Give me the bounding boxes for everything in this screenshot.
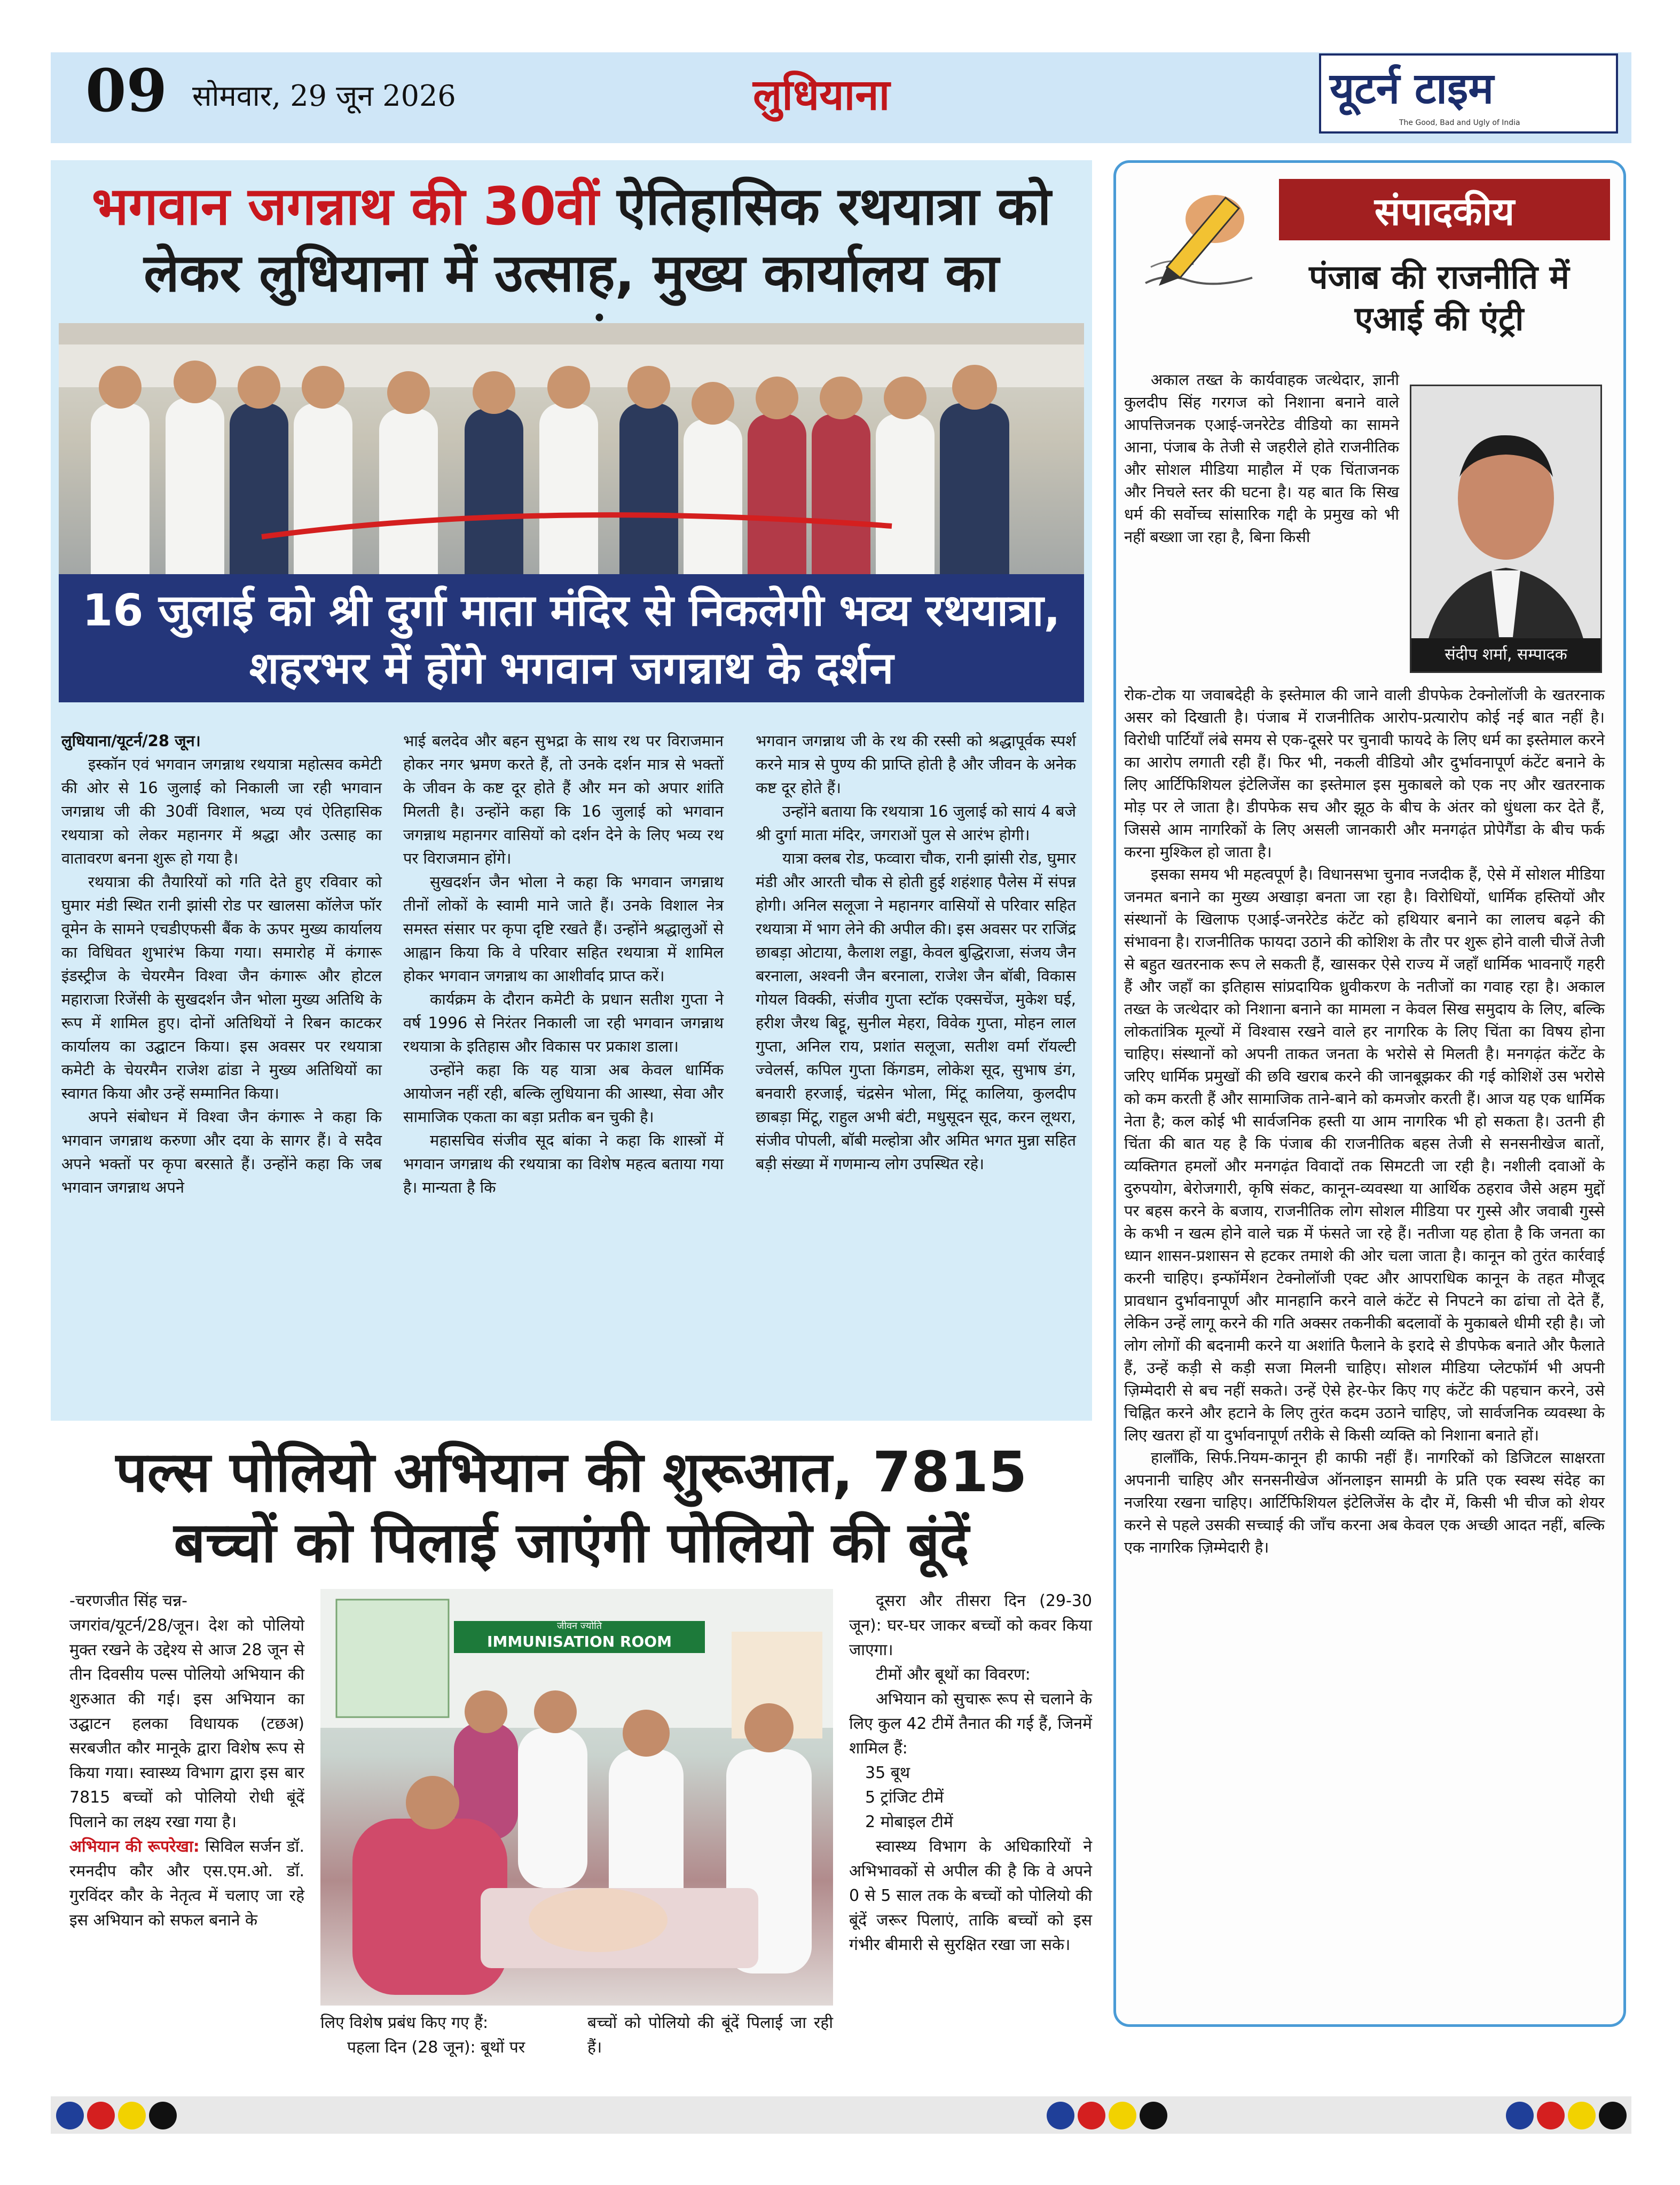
story1-paragraph: भाई बलदेव और बहन सुभद्रा के साथ रथ पर विराजमान होकर नगर भ्रमण करते हैं, तो उनके दर्शन मात्र से भक्तों के जीवन के कष्ट दूर होते हैं और मन को अपार शांति मिलती है। उन्होंने कहा कि 16 जुलाई को भगवान जगन्नाथ महानगर वासियों को दर्शन देने के लिए भव्य रथ पर विराजमान होंगे। [403,732,724,867]
photo-caption-line-1: 16 जुलाई को श्री दुर्गा माता मंदिर से निकलेगी भव्य रथयात्रा, [82,585,1061,636]
section-city: लुधियाना [753,70,890,120]
editorial-body [1124,684,1605,1559]
editorial-title-line-1: पंजाब की राजनीति में [1309,257,1569,296]
headline-part-1: ऐतिहासिक रथयात्रा को [599,176,1051,237]
portrait-caption: संदीप शर्मा, सम्पादक [1445,645,1567,664]
logo-tagline: The Good, Bad and Ugly of India [1399,119,1520,127]
story1-paragraph: रथयात्रा की तैयारियों को गति देते हुए रविवार को घुमार मंडी स्थित रानी झांसी रोड पर खालसा कॉलेज फॉर वूमेन के सामने एचडीएफसी बैंक के ऊपर मुख्य कार्यालय का विधिवत शुभारंभ किया गया। समारोह में कंगारू इंडस्ट्रीज के चेयरमैन विश्वा जैन कंगारू और होटल महाराजा रिजेंसी के सुखदर्शन जैन भोला मुख्य अतिथि के रूप में शामिल हुए। दोनों अतिथियों ने रिबन काटकर कार्यालय का उद्घाटन किया। इस अवसर पर रथयात्रा कमेटी के चेयरमैन राजेश ढांडा ने मुख्य अतिथियों का स्वागत किया और उन्हें सम्मानित किया। [61,873,382,1102]
story2-text: स्वास्थ्य विभाग के अधिकारियों ने अभिभावकों से अपील की है कि वे अपने 0 से 5 साल तक के बच्चों को पोलियो की बूंदें जरूर पिलाएं, ताकि बच्चों को इस गंभीर बीमारी से सुरक्षित रखा जा सके। [849,1837,1092,1954]
story1-paragraph: सुखदर्शन जैन भोला ने कहा कि भगवान जगन्नाथ तीनों लोकों के स्वामी माने जाते हैं। उनके विशाल नेत्र समस्त संसार पर कृपा दृष्टि रखते हैं। उन्होंने श्रद्धालुओं से आह्वान किया कि वे परिवार सहित रथयात्रा में शामिल होकर भगवान जगन्नाथ का आशीर्वाद प्राप्त करें। [403,873,724,985]
story1-paragraph: कार्यक्रम के दौरान कमेटी के प्रधान सतीश गुप्ता ने वर्ष 1996 से निरंतर निकाली जा रही भगवान जगन्नाथ रथयात्रा के इतिहास और विकास पर प्रकाश डाला। [403,990,724,1055]
footer-dot [87,2102,115,2129]
footer-dot [56,2102,84,2129]
story2-text: पहला दिन (28 जून): बूथों पर [347,2038,525,2057]
byline: -चरणजीत सिंह चन्न- [69,1592,187,1610]
editorial-paragraph: अकाल तख्त के कार्यवाहक जत्थेदार, ज्ञानी कुलदीप सिंह गरगज को निशाना बनाने वाले आपत्तिजनक एआई-जनरेटेड वीडियो का सामने आना, पंजाब के तेजी से जहरीले होते राजनीतिक और सोशल मीडिया माहौल में एक चिंताजनक और निचले स्तर की घटना है। यह बात कि सिख धर्म की सर्वोच्च सांसारिक गद्दी के प्रमुख को भी नहीं बख्शा जा रहा है, बिना किसी [1124,371,1399,546]
outline-text: सिविल सर्जन डॉ. रमनदीप कौर और एस.एम.ओ. डॉ. गुरविंदर कौर के नेतृत्व में चलाए जा रहे इस अभियान को सफल बनाने के [69,1837,304,1930]
story1-paragraph: उन्होंने बताया कि रथयात्रा 16 जुलाई को सायं 4 बजे श्री दुर्गा माता मंदिर, जगराओं पुल से आरंभ होगी। [756,802,1076,844]
footer-bar [51,2096,1631,2134]
footer-dot [1568,2102,1596,2129]
story2-subhead: टीमों और बूथों का विवरण: [876,1665,1031,1684]
list-item: 5 ट्रांजिट टीमें [865,1788,944,1807]
story1-paragraph: इस्कॉन एवं भगवान जगन्नाथ रथयात्रा महोत्सव कमेटी की ओर से 16 जुलाई को निकाली जा रही भगवान जगन्नाथ जी की 30वीं विशाल, भव्य एवं ऐतिहासिक रथयात्रा को लेकर महानगर में श्रद्धा और उत्साह का वातावरण बनना शुरू हो गया है। [61,755,382,867]
editor-portrait [1410,385,1602,673]
photo-illustration [59,323,1084,609]
footer-dot [149,2102,177,2129]
story-polio-headline [64,1437,1079,1578]
story1-paragraph: यात्रा क्लब रोड, फव्वारा चौक, रानी झांसी रोड, घुमार मंडी और आरती चौक से होती हुई शहंशाह पैलेस में संपन्न होगी। अनिल सलूजा ने महानगर वासियों से परिवार सहित रथयात्रा में भाग लेने की अपील की। इस अवसर पर राजिंद्र छाबड़ा ओटाया, कैलाश लड्डा, केवल बुद्धिराजा, संजय जैन बरनाला, अश्वनी जैन बरनाला, राजेश जैन बॉबी, विकास गोयल विक्की, संजीव गुप्ता स्टॉक एक्सचेंज, मुकेश घई, हरीश जैरथ बिट्टू, सुनील मेहरा, विवेक गुप्ता, मोहन लाल गुप्ता, अनिल राय, प्रशांत सलूजा, सतीश वर्मा रॉयल्टी ज्वेलर्स, कपिल गुप्ता किंगडम, लोकेश सूद, सुभाष डंग, बनवारी हरजाई, चंद्रसेन भोला, मिंटू कालिया, कुलदीप छाबड़ा मिंटू, राहुल अभी बंटी, मधुसूदन सूद, करन लूथरा, संजीव पोपली, बॉबी मल्होत्रा और अमित भगत मुन्ना सहित बड़ी संख्या में गणमान्य लोग उपस्थित रहे। [756,849,1076,1173]
polio-drops-photo [320,1589,833,2006]
footer-dot [1047,2102,1074,2129]
headline-part-2: लेकर लुधियाना में उत्साह, मुख्य कार्यालय का [144,243,999,304]
editorial-paragraph: इसका समय भी महत्वपूर्ण है। विधानसभा चुनाव नजदीक हैं, ऐसे में सोशल मीडिया जनमत बनाने का मुख्य अखाड़ा बनता जा रहा है। विरोधियों, धार्मिक हस्तियों और संस्थानों के खिलाफ एआई-जनरेटेड कंटेंट को हथियार बनाने का लालच बढ़ने की संभावना है। राजनीतिक फायदा उठाने की कोशिश के तौर पर शुरू होने वाली चीजें तेजी से बहुत खतरनाक रूप ले सकती हैं, खासकर ऐसे राज्य में जहाँ धार्मिक भावनाएँ गहरी हैं और जहाँ का इतिहास सांप्रदायिक ध्रुवीकरण के नतीजों का गवाह रहा है। अकाल तख्त के जत्थेदार को निशाना बनाने का मामला न केवल सिख समुदाय के लिए, बल्कि लोकतांत्रिक मूल्यों में विश्वास रखने वाले हर नागरिक के लिए चिंता का विषय होना चाहिए। संस्थानों को अपनी ताकत जनता के भरोसे से मिलती है। मनगढ़ंत कंटेंट के जरिए धार्मिक प्रमुखों की छवि खराब करने की जानबूझकर की गई कोशिशें उस भरोसे को कम करती हैं और सामाजिक ताने-बाने को कमजोर करती हैं। आज यह एक धार्मिक नेता है; कल कोई भी सार्वजनिक हस्ती या आम नागरिक भी हो सकता है। उतनी ही चिंता की बात यह है कि पंजाब की राजनीतिक बहस तेजी से सनसनीखेज बातों, व्यक्तिगत हमलों और मनगढ़ंत विवादों तक सिमटती जा रही है। नशीली दवाओं के दुरुपयोग, बेरोजगारी, कृषि संकट, कानून-व्यवस्था या आर्थिक ठहराव जैसे अहम मुद्दों पर बहस करने के बजाय, राजनीतिक लोग सोशल मीडिया पर गुस्से और जवाबी गुस्से के कभी न खत्म होने वाले चक्र में फंसते जा रहे हैं। नतीजा यह होता है कि जनता का ध्यान शासन-प्रशासन से हटकर तमाशे की ओर चला जाता है। कानून को तुरंत कार्रवाई करनी चाहिए। इन्फॉर्मेशन टेक्नोलॉजी एक्ट और आपराधिक कानून के तहत मौजूद प्रावधान दुर्भावनापूर्ण और मानहानि करने वाले कंटेंट से निपटने का ढांचा तो देते हैं, लेकिन उन्हें लागू करने की गति अक्सर तकनीकी बदलावों के मुकाबले धीमी रही है। जो लोग लोगों की बदनामी करने या अशांति फैलाने के इरादे से डीपफेक बनाते और फैलाते हैं, उन्हें कड़ी से कड़ी सजा मिलनी चाहिए। सोशल मीडिया प्लेटफॉर्म भी अपनी ज़िम्मेदारी से बच नहीं सकते। उन्हें ऐसे हेर-फेर किए गए कंटेंट की पहचान करने, उसे चिह्नित करने और हटाने के लिए तुरंत कदम उठाने चाहिए, जो सार्वजनिक व्यवस्था के लिए खतरा हों या दुर्भावनापूर्ण तरीके से किसी व्यक्ति को निशाना बनाते हों। [1124,865,1605,1444]
footer-dot [1109,2102,1136,2129]
story2-column-2b [587,2011,833,2060]
photo-caption [69,582,1073,698]
footer-dot [1140,2102,1167,2129]
sign-text-1: जीवन ज्योति [556,1620,602,1632]
rathyatra-ribbon-cutting-photo [59,323,1084,609]
story2-text: लिए विशेष प्रबंध किए गए हैं: [320,2014,489,2032]
outline-lead: अभियान की रूपरेखा: [69,1837,200,1856]
footer-dot [1537,2102,1565,2129]
photo-caption-line-2: शहरभर में होंगे भगवान जगन्नाथ के दर्शन [249,643,894,694]
story1-paragraph: उन्होंने कहा कि यह यात्रा अब केवल धार्मिक आयोजन नहीं रही, बल्कि लुधियाना की आस्था, सेवा और सामाजिक एकता का बड़ा प्रतीक बन चुकी है। [403,1061,724,1126]
page-number: 09 [85,56,168,125]
story2-text: अभियान को सुचारू रूप से चलाने के लिए कुल 42 टीमें तैनात की गई हैं, जिनमें शामिल हैं: [849,1690,1092,1758]
story2-column-1 [69,1589,304,1933]
sign-text-2: IMMUNISATION ROOM [487,1633,672,1650]
story2-text: दूसरा और तीसरा दिन (29-30 जून): घर-घर जाकर बच्चों को कवर किया जाएगा। [849,1592,1092,1659]
dateline: लुधियाना/यूटर्न/28 जून। [61,732,201,750]
footer-dot [1599,2102,1627,2129]
story2-outline [69,1835,304,1933]
story1-paragraph: अपने संबोधन में विश्वा जैन कंगारू ने कहा कि भगवान जगन्नाथ करुणा और दया के सागर हैं। वे सदैव अपने भक्तों पर कृपा बरसाते हैं। उन्होंने कहा कि जब भगवान जगन्नाथ अपने [61,1108,382,1196]
polio-headline-line-1: पल्स पोलियो अभियान की शुरूआत, 7815 [115,1439,1027,1505]
editorial-paragraph: रोक-टोक या जवाबदेही के इस्तेमाल की जाने वाली डीपफेक टेक्नोलॉजी के खतरनाक असर को दिखाती है। पंजाब में राजनीतिक आरोप-प्रत्यारोप कोई नई बात नहीं है। विरोधी पार्टियाँ लंबे समय से एक-दूसरे पर चुनावी फायदे के लिए धर्म का इस्तेमाल करने का आरोप लगाती रही हैं। फिर भी, नकली वीडियो और दुर्भावनापूर्ण कंटेंट बनाने के लिए आर्टिफिशियल इंटेलिजेंस का इस्तेमाल इस मुकाबले को एक नए और खतरनाक मोड़ पर ले जाता है। डीपफेक सच और झूठ के बीच के अंतर को धुंधला कर देते हैं, जिससे आम नागरिकों के लिए असली जानकारी और मनगढ़ंत प्रोपेगैंडा के बीच फर्क करना मुश्किल हो जाता है। [1124,686,1605,861]
pen-writing-icon [1135,176,1263,299]
story2-column-3 [849,1589,1092,1957]
story1-column-3 [756,729,1076,1176]
story2-column-2a [320,2011,566,2060]
list-item: 2 मोबाइल टीमें [865,1813,953,1831]
story1-column-1 [61,729,382,1199]
story1-column-2 [403,729,724,1199]
story2-intro: जगरांव/यूटर्न/28/जून। देश को पोलियो मुक्त रखने के उद्देश्य से आज 28 जून से तीन दिवसीय पल्स पोलियो अभियान की शुरुआत की गई। इस अभियान का उद्घाटन हलका विधायक (टछअ) सरबजीत कौर मानूके द्वारा विशेष रूप से किया गया। स्वास्थ्य विभाग द्वारा इस बार 7815 बच्चों को पोलियो रोधी बूंदें पिलाने का लक्ष्य रखा गया है। [69,1616,304,1831]
footer-dot [118,2102,146,2129]
editorial-top-text [1124,369,1399,548]
editorial-paragraph: हालाँकि, सिर्फ.नियम-कानून ही काफी नहीं हैं। नागरिकों को डिजिटल साक्षरता अपनानी चाहिए और सनसनीखेज ऑनलाइन सामग्री के प्रति एक स्वस्थ संदेह का नजरिया रखना चाहिए। आर्टिफिशियल इंटेलिजेंस के दौर में, किसी भी चीज को शेयर करने से पहले उसकी सच्चाई की जाँच करना अब केवल एक अच्छी आदत नहीं, बल्कि एक नागरिक ज़िम्मेदारी है। [1124,1448,1605,1556]
polio-photo-illustration [320,1589,833,2006]
editorial-label: संपादकीय [1374,189,1515,234]
footer-dot [1506,2102,1534,2129]
story2-text: बच्चों को पोलियो की बूंदें पिलाई जा रही हैं। [587,2014,833,2057]
editorial-title [1266,256,1613,340]
list-item: 35 बूथ [865,1764,910,1782]
editorial-title-line-2: एआई की एंट्री [1354,299,1524,338]
story1-paragraph: भगवान जगन्नाथ जी के रथ की रस्सी को श्रद्धापूर्वक स्पर्श करने मात्र से पुण्य की प्राप्ति होती है और जीवन के अनेक कष्ट दूर होते हैं। [756,732,1076,797]
issue-date: सोमवार, 29 जून 2026 [192,79,456,113]
polio-headline-line-2: बच्चों को पिलाई जाएंगी पोलियो की बूंदें [174,1510,969,1575]
footer-dot [1078,2102,1105,2129]
headline-red-part: भगवान जगन्नाथ की 30वीं [91,176,599,237]
story1-paragraph: महासचिव संजीव सूद बांका ने कहा कि शास्त्रों में भगवान जगन्नाथ की रथयात्रा का विशेष महत्व बताया गया है। मान्यता है कि [403,1131,724,1196]
newspaper-logo: यूटर्न टाइम [1330,64,1494,113]
